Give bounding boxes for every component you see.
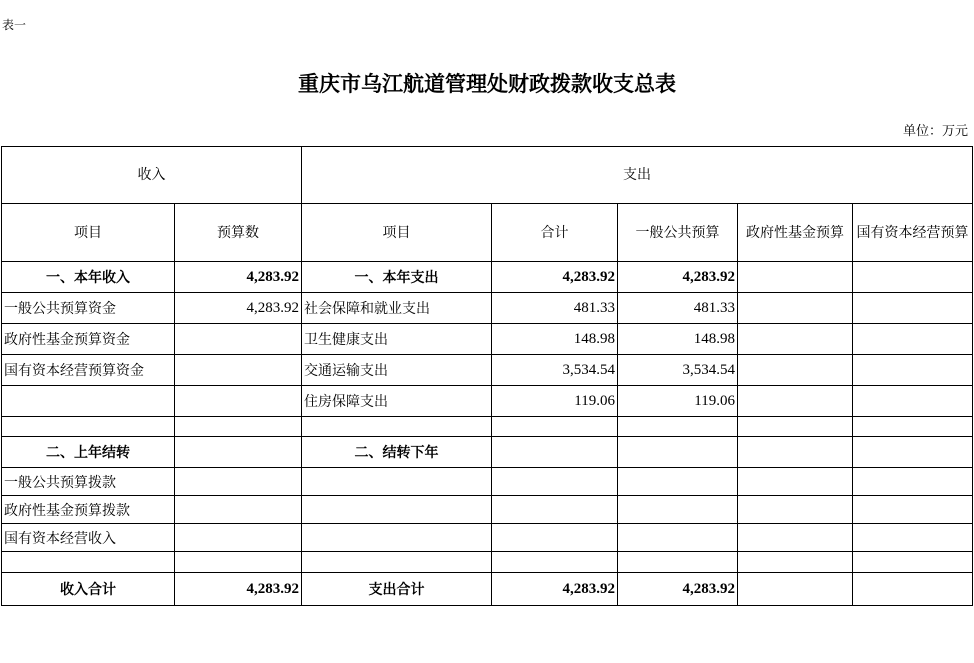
fund-amount	[738, 355, 853, 386]
table-label: 表一	[2, 18, 27, 32]
income-budget-header: 预算数	[175, 204, 302, 262]
general-total-amount: 4,283.92	[618, 573, 738, 606]
total-amount: 481.33	[492, 293, 618, 324]
capital-amount	[853, 524, 973, 552]
general-amount: 481.33	[618, 293, 738, 324]
expense-item	[302, 552, 492, 573]
general-amount	[618, 496, 738, 524]
income-total-label: 收入合计	[2, 573, 175, 606]
income-amount	[175, 417, 302, 437]
total-amount	[492, 524, 618, 552]
expense-item: 社会保障和就业支出	[302, 293, 492, 324]
income-item	[2, 552, 175, 573]
fund-amount	[738, 417, 853, 437]
expense-item: 住房保障支出	[302, 386, 492, 417]
general-amount: 3,534.54	[618, 355, 738, 386]
total-amount: 148.98	[492, 324, 618, 355]
income-amount	[175, 496, 302, 524]
capital-total-amount	[853, 573, 973, 606]
general-amount	[618, 552, 738, 573]
capital-amount	[853, 468, 973, 496]
table-row	[2, 293, 973, 324]
gov-fund-header: 政府性基金预算	[738, 204, 853, 262]
capital-amount	[853, 496, 973, 524]
income-amount: 4,283.92	[175, 262, 302, 293]
general-amount	[618, 468, 738, 496]
income-item: 政府性基金预算资金	[2, 324, 175, 355]
expense-header: 支出	[302, 147, 973, 204]
income-amount	[175, 355, 302, 386]
income-item-header: 项目	[2, 204, 175, 262]
income-item: 政府性基金预算拨款	[2, 496, 175, 524]
capital-amount	[853, 262, 973, 293]
total-amount: 4,283.92	[492, 262, 618, 293]
expense-item: 一、本年支出	[302, 262, 492, 293]
general-amount	[618, 524, 738, 552]
income-amount	[175, 552, 302, 573]
expense-item	[302, 417, 492, 437]
table-row	[2, 437, 973, 468]
capital-amount	[853, 417, 973, 437]
fund-amount	[738, 468, 853, 496]
income-item: 一般公共预算拨款	[2, 468, 175, 496]
general-amount	[618, 437, 738, 468]
fund-amount	[738, 293, 853, 324]
table-row	[2, 552, 973, 573]
table-row	[2, 524, 973, 552]
table-row	[2, 468, 973, 496]
total-header: 合计	[492, 204, 618, 262]
expense-item-header: 项目	[302, 204, 492, 262]
expense-item	[302, 468, 492, 496]
total-amount: 119.06	[492, 386, 618, 417]
table-row	[2, 496, 973, 524]
income-amount	[175, 386, 302, 417]
income-item: 一、本年收入	[2, 262, 175, 293]
expense-item: 交通运输支出	[302, 355, 492, 386]
capital-amount	[853, 386, 973, 417]
income-item: 一般公共预算资金	[2, 293, 175, 324]
income-amount	[175, 468, 302, 496]
general-amount: 4,283.92	[618, 262, 738, 293]
total-amount: 3,534.54	[492, 355, 618, 386]
income-total-amount: 4,283.92	[175, 573, 302, 606]
table-row	[2, 355, 973, 386]
capital-amount	[853, 355, 973, 386]
income-item: 国有资本经营预算资金	[2, 355, 175, 386]
general-amount: 119.06	[618, 386, 738, 417]
expense-total-amount: 4,283.92	[492, 573, 618, 606]
total-amount	[492, 417, 618, 437]
unit-label: 单位：万元	[902, 124, 968, 139]
income-amount	[175, 524, 302, 552]
fund-amount	[738, 552, 853, 573]
income-item: 二、上年结转	[2, 437, 175, 468]
expense-item	[302, 524, 492, 552]
capital-amount	[853, 552, 973, 573]
fund-amount	[738, 324, 853, 355]
capital-amount	[853, 324, 973, 355]
expense-total-label: 支出合计	[302, 573, 492, 606]
total-amount	[492, 552, 618, 573]
capital-amount	[853, 293, 973, 324]
table-row	[2, 386, 973, 417]
fund-amount	[738, 496, 853, 524]
income-item: 国有资本经营收入	[2, 524, 175, 552]
table-row	[2, 417, 973, 437]
fund-amount	[738, 524, 853, 552]
table-row	[2, 262, 973, 293]
fund-total-amount	[738, 573, 853, 606]
table-row	[2, 324, 973, 355]
income-amount	[175, 324, 302, 355]
expense-item	[302, 496, 492, 524]
fund-amount	[738, 262, 853, 293]
budget-summary-table	[1, 146, 973, 606]
expense-item: 二、结转下年	[302, 437, 492, 468]
income-item	[2, 386, 175, 417]
total-amount	[492, 468, 618, 496]
general-amount	[618, 417, 738, 437]
income-amount	[175, 437, 302, 468]
fund-amount	[738, 386, 853, 417]
total-row	[2, 573, 973, 606]
income-header: 收入	[2, 147, 302, 204]
income-item	[2, 417, 175, 437]
total-amount	[492, 437, 618, 468]
general-amount: 148.98	[618, 324, 738, 355]
expense-item: 卫生健康支出	[302, 324, 492, 355]
fund-amount	[738, 437, 853, 468]
page-title: 重庆市乌江航道管理处财政拨款收支总表	[298, 71, 676, 96]
capital-amount	[853, 437, 973, 468]
general-budget-header: 一般公共预算	[618, 204, 738, 262]
income-amount: 4,283.92	[175, 293, 302, 324]
total-amount	[492, 496, 618, 524]
state-capital-header: 国有资本经营预算	[853, 204, 973, 262]
